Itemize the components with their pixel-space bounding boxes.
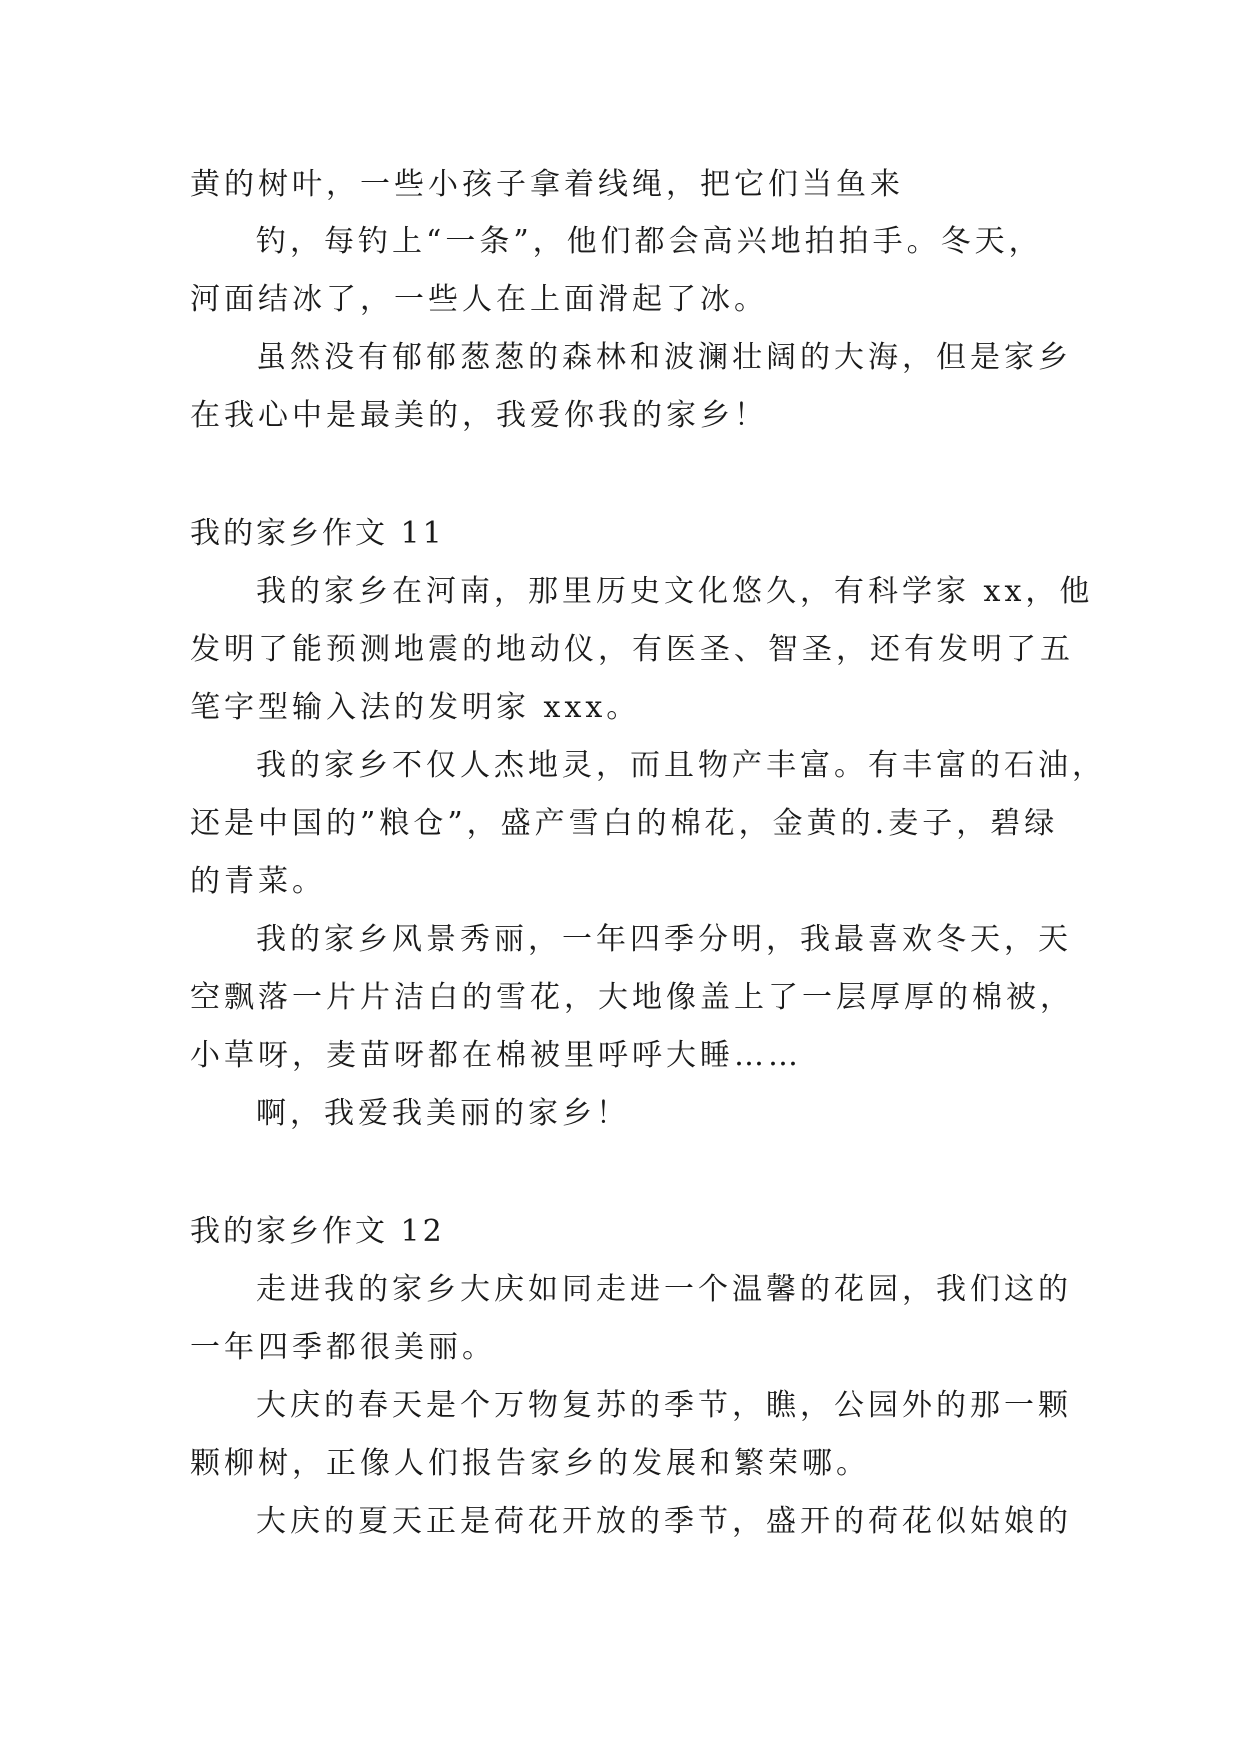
paragraph-first-line: 大庆的春天是个万物复苏的季节，瞧，公园外的那一颗 [256, 1388, 1072, 1423]
text-line: 河面结冰了，一些人在上面滑起了冰。 [190, 282, 768, 317]
text-line: 笔字型输入法的发明家 xxx。 [190, 690, 641, 725]
essay-title: 我的家乡作文 11 [190, 516, 445, 551]
paragraph-first-line: 我的家乡风景秀丽，一年四季分明，我最喜欢冬天，天 [256, 922, 1072, 957]
text-line: 发明了能预测地震的地动仪，有医圣、智圣，还有发明了五 [190, 632, 1074, 667]
text-line: 黄的树叶，一些小孩子拿着线绳，把它们当鱼来 [190, 167, 904, 202]
text-line: 的青菜。 [190, 864, 326, 899]
text-line: 还是中国的”粮仓”，盛产雪白的棉花，金黄的.麦子，碧绿 [190, 806, 1059, 841]
paragraph-first-line: 我的家乡不仅人杰地灵，而且物产丰富。有丰富的石油， [256, 748, 1106, 783]
text-line: 小草呀，麦苗呀都在棉被里呼呼大睡…… [190, 1038, 802, 1073]
paragraph-first-line: 大庆的夏天正是荷花开放的季节，盛开的荷花似姑娘的 [256, 1504, 1072, 1539]
text-line: 在我心中是最美的，我爱你我的家乡！ [190, 398, 768, 433]
essay-title: 我的家乡作文 12 [190, 1214, 445, 1249]
paragraph-first-line: 虽然没有郁郁葱葱的森林和波澜壮阔的大海，但是家乡 [256, 340, 1072, 375]
paragraph-first-line: 走进我的家乡大庆如同走进一个温馨的花园，我们这的 [256, 1272, 1072, 1307]
text-line: 颗柳树，正像人们报告家乡的发展和繁荣哪。 [190, 1446, 870, 1481]
paragraph-first-line: 啊，我爱我美丽的家乡！ [256, 1096, 630, 1131]
paragraph-first-line: 我的家乡在河南，那里历史文化悠久，有科学家 xx，他 [256, 574, 1094, 609]
text-line: 一年四季都很美丽。 [190, 1330, 496, 1365]
text-line: 空飘落一片片洁白的雪花，大地像盖上了一层厚厚的棉被， [190, 980, 1074, 1015]
paragraph-first-line: 钓，每钓上“一条”，他们都会高兴地拍拍手。冬天， [256, 224, 1043, 259]
